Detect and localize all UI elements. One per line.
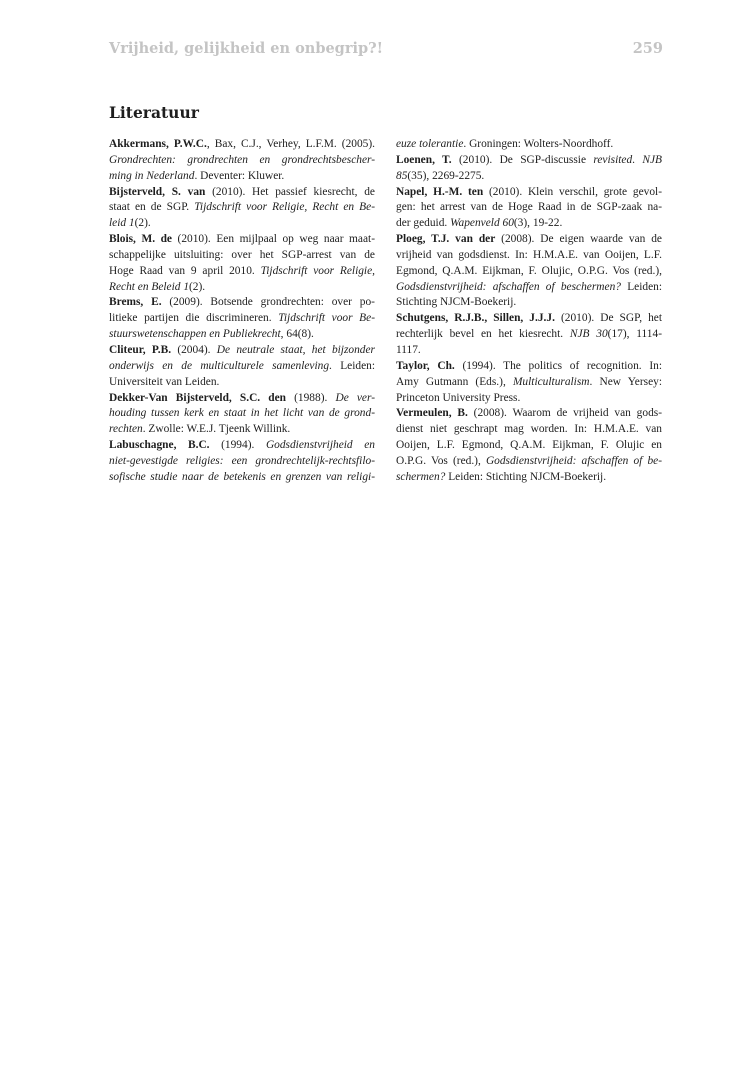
reference-title: rechten — [109, 423, 143, 436]
reference-line — [109, 169, 375, 185]
reference-title: De neutrale staat, het bijzonder — [216, 343, 375, 356]
reference-text: . — [632, 153, 643, 166]
reference-line — [109, 343, 375, 359]
reference-text: (3), 19-22. — [513, 217, 563, 230]
reference-text: (2010). Het passief kiesrecht, de — [205, 185, 375, 198]
reference-line — [396, 232, 662, 248]
reference-author: Brems, E. — [109, 296, 162, 309]
reference-line — [109, 406, 375, 422]
reference-text: , Bax, C.J., Verhey, L.F.M. (2005). — [206, 138, 375, 150]
reference-line — [396, 216, 662, 232]
section-title: Literatuur — [109, 103, 199, 122]
reference-text: Stichting NJCM-Boekerij. — [396, 296, 517, 309]
reference-title: 85 — [396, 169, 408, 182]
reference-title: Recht en Beleid 1 — [109, 280, 190, 293]
reference-author: Schutgens, R.J.B., Sillen, J.J.J. — [396, 312, 555, 325]
reference-line — [109, 295, 375, 311]
reference-author: Vermeulen, B. — [396, 407, 468, 420]
reference-line — [109, 375, 375, 391]
running-head-title: Vrijheid, gelijkheid en onbegrip?! — [109, 40, 383, 57]
reference-text: (2). — [134, 217, 151, 230]
reference-line — [109, 232, 375, 248]
reference-text: (1994). — [209, 439, 266, 452]
reference-text: gen: het arrest van de Hoge Raad in de SGP-zaak na- — [396, 201, 662, 214]
reference-title: Godsdienstvrijheid: afschaffen of beschermen? — [396, 280, 621, 293]
reference-author: Akkermans, P.W.C. — [109, 138, 207, 150]
reference-author: Taylor, Ch. — [396, 359, 455, 372]
reference-title: euze tolerantie — [396, 138, 464, 150]
reference-title: Godsdienstvrijheid: afschaffen of be- — [485, 454, 662, 467]
reference-title: NJB — [642, 153, 662, 166]
reference-line — [109, 264, 375, 280]
reference-line — [396, 375, 662, 391]
reference-title: sofische studie naar de betekenis en grenzen van religi- — [109, 470, 375, 483]
reference-title: ming in Nederland — [109, 169, 195, 182]
reference-text: (2010). De SGP, het — [554, 312, 662, 325]
reference-title: Multiculturalism — [512, 375, 590, 388]
reference-text: (2004). — [171, 343, 217, 356]
reference-text: vrijheid van godsdienst. In: H.M.A.E. van Ooijen, L.F. — [396, 248, 662, 261]
reference-author: Cliteur, P.B. — [109, 343, 172, 356]
reference-title: Tijdschrift voor Religie, Recht en Be- — [194, 201, 375, 214]
reference-text: , 64(8). — [280, 328, 314, 341]
reference-text: dienst niet geschrapt mag worden. In: H.M.A.E. van — [396, 423, 662, 436]
reference-line — [109, 311, 375, 327]
reference-line — [396, 454, 662, 470]
reference-text: (1988). — [286, 391, 336, 404]
reference-text: . Groningen: Wolters-Noordhoff. — [463, 138, 614, 150]
reference-line — [396, 264, 662, 280]
reference-author: Blois, M. de — [109, 233, 172, 246]
reference-text: 1117. — [396, 343, 421, 356]
reference-line — [109, 280, 375, 296]
reference-title: houding tussen kerk en staat in het licht van de grond- — [109, 407, 375, 420]
reference-text: . Leiden: — [329, 359, 375, 372]
reference-line — [396, 248, 662, 264]
reference-title: revisited — [593, 153, 633, 166]
reference-title: niet-gevestigde religies: een grondrechtelijk-rechtsfilo- — [109, 454, 375, 467]
reference-line — [396, 137, 662, 153]
reference-title: onderwijs en de multiculturele samenleving — [109, 359, 330, 372]
running-head — [109, 40, 663, 62]
reference-line — [109, 153, 375, 169]
reference-text: O.P.G. Vos (red.), — [396, 454, 486, 467]
reference-title: stuurswetenschappen en Publiekrecht — [109, 328, 281, 341]
reference-text: schappelijke uitsluiting: over het SGP-arrest van de — [109, 248, 375, 261]
reference-line — [109, 470, 375, 486]
reference-line — [396, 343, 662, 359]
reference-title: Tijdschrift voor Be- — [278, 312, 375, 325]
reference-author: Dekker-Van Bijsterveld, S.C. den — [109, 391, 286, 404]
reference-title: Tijdschrift voor Religie, — [260, 264, 375, 277]
reference-line — [396, 327, 662, 343]
reference-title: schermen? — [396, 470, 446, 483]
reference-line — [396, 359, 662, 375]
reference-line — [396, 153, 662, 169]
reference-line — [396, 311, 662, 327]
reference-line — [109, 422, 375, 438]
reference-line — [396, 438, 662, 454]
reference-text: Princeton University Press. — [396, 391, 521, 404]
reference-line — [109, 200, 375, 216]
reference-text: staat en de SGP. — [109, 201, 195, 214]
reference-text: (2010). De SGP-discussie — [451, 153, 594, 166]
reference-text: (2010). Een mijlpaal op weg naar maat- — [172, 233, 375, 246]
reference-title: Grondrechten: grondrechten en grondrechtsbescher- — [109, 153, 375, 166]
reference-text: Ooijen, L.F. Egmond, Q.A.M. Eijkman, F. Olujic en — [396, 439, 662, 452]
reference-text: Egmond, Q.A.M. Eijkman, F. Olujic, O.P.G. Vos (red.), — [396, 264, 662, 277]
reference-text: (2). — [189, 280, 206, 293]
reference-text: (2008). De eigen waarde van de — [495, 233, 662, 246]
reference-title: NJB 30 — [569, 328, 608, 341]
reference-line — [109, 438, 375, 454]
page-number: 259 — [632, 40, 663, 57]
reference-text: litieke partijen die discrimineren. — [109, 312, 279, 325]
reference-line — [396, 470, 662, 486]
reference-title: Godsdienstvrijheid en — [265, 439, 375, 452]
bibliography-left-column — [109, 137, 375, 486]
reference-line — [109, 391, 375, 407]
reference-author: Labuschagne, B.C. — [109, 439, 210, 452]
reference-line — [109, 454, 375, 470]
bibliography-right-column — [396, 137, 662, 486]
reference-text: Universiteit van Leiden. — [109, 375, 220, 388]
reference-line — [396, 280, 662, 296]
reference-author: Bijsterveld, S. van — [109, 185, 206, 198]
reference-author: Ploeg, T.J. van der — [396, 233, 496, 246]
reference-text: . Deventer: Kluwer. — [194, 169, 285, 182]
reference-line — [396, 185, 662, 201]
reference-text: (1994). The politics of recognition. In: — [454, 359, 662, 372]
reference-text: rechterlijk bevel en het kiesrecht. — [396, 328, 570, 341]
reference-line — [109, 216, 375, 232]
reference-text: Leiden: Stichting NJCM-Boekerij. — [445, 470, 607, 483]
reference-text: (35), 2269-2275. — [407, 169, 485, 182]
reference-line — [396, 422, 662, 438]
reference-text: Amy Gutmann (Eds.), — [396, 375, 513, 388]
reference-text: (2009). Botsende grondrechten: over po- — [161, 296, 375, 309]
reference-line — [396, 200, 662, 216]
reference-text: (17), 1114- — [607, 328, 662, 341]
reference-line — [109, 327, 375, 343]
reference-line — [109, 137, 375, 153]
reference-line — [396, 295, 662, 311]
reference-text: (2008). Waarom de vrijheid van gods- — [467, 407, 662, 420]
reference-text: . Zwolle: W.E.J. Tjeenk Willink. — [142, 423, 291, 436]
reference-line — [396, 169, 662, 185]
reference-line — [109, 185, 375, 201]
reference-title: Wapenveld 60 — [450, 217, 514, 230]
reference-author: Napel, H.-M. ten — [396, 185, 484, 198]
reference-text: der geduid. — [396, 217, 451, 230]
reference-text: (2010). Klein verschil, grote gevol- — [483, 185, 662, 198]
reference-title: leid 1 — [109, 217, 135, 230]
reference-text: . New Yersey: — [589, 375, 662, 388]
reference-line — [396, 406, 662, 422]
reference-line — [109, 359, 375, 375]
reference-title: De ver- — [335, 391, 375, 404]
reference-line — [396, 391, 662, 407]
reference-text: Leiden: — [620, 280, 662, 293]
reference-author: Loenen, T. — [396, 153, 452, 166]
reference-text: Hoge Raad van 9 april 2010. — [109, 264, 261, 277]
reference-line — [109, 248, 375, 264]
